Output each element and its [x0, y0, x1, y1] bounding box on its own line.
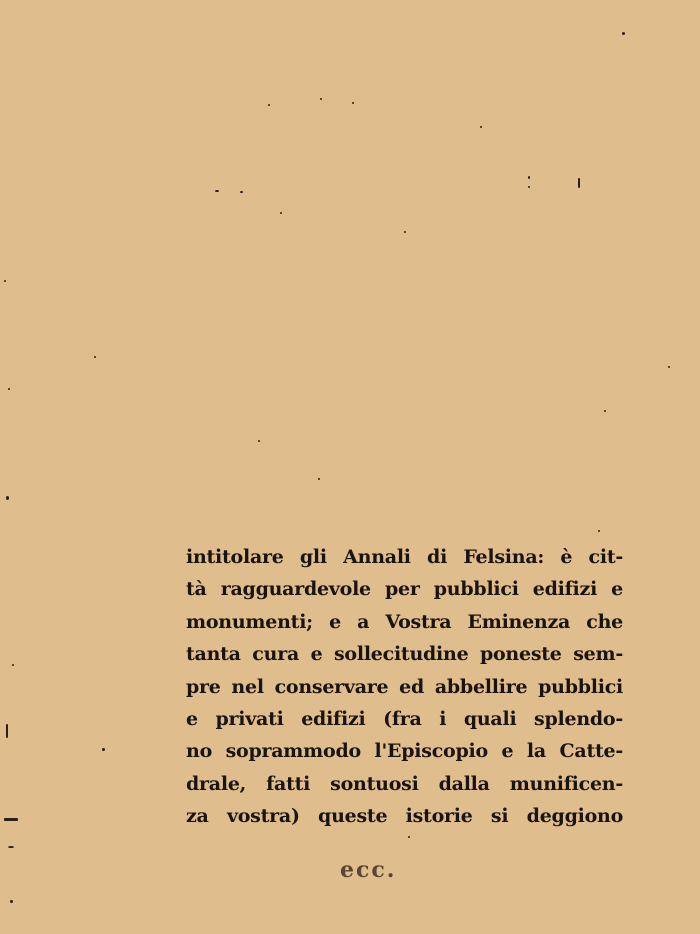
speck [408, 836, 410, 838]
text-line-5: pre nel conservare ed abbellire pubblici [186, 675, 623, 698]
speck [528, 186, 530, 188]
speck [4, 280, 6, 282]
speck [578, 178, 580, 188]
speck [352, 102, 354, 104]
speck [318, 478, 320, 480]
speck [10, 900, 13, 903]
speck [604, 410, 606, 412]
text-line-8: drale, fatti sontuosi dalla munificen- [186, 772, 623, 795]
speck [6, 724, 8, 738]
speck [268, 104, 270, 106]
page-body-text [186, 541, 623, 833]
text-line-9: za vostra) queste istorie si deggiono [186, 805, 623, 828]
text-line-6: e privati edifizi (fra i quali splendo- [186, 708, 623, 731]
signature-mark: ecc. [340, 857, 397, 883]
speck [8, 846, 14, 848]
speck [94, 356, 96, 358]
text-line-2: tà ragguardevole per pubblici edifizi e [186, 578, 623, 601]
speck [8, 388, 10, 390]
speck [102, 748, 105, 751]
text-line-7: no soprammodo l'Episcopio e la Catte- [186, 740, 623, 763]
text-line-1: intitolare gli Annali di Felsina: è cit- [186, 546, 623, 568]
speck [12, 664, 14, 666]
speck [6, 496, 9, 500]
speck [598, 530, 600, 532]
speck [215, 190, 219, 192]
speck [240, 191, 243, 193]
text-line-4: tanta cura e sollecitudine poneste sem- [186, 643, 623, 666]
speck [4, 818, 18, 821]
speck [622, 32, 625, 35]
speck [258, 440, 260, 442]
speck [320, 98, 322, 100]
speck [668, 366, 670, 368]
speck [528, 176, 530, 179]
speck [280, 212, 282, 214]
speck [480, 126, 482, 128]
text-line-3: monumenti; e a Vostra Eminenza che [186, 610, 623, 633]
speck [404, 231, 406, 233]
